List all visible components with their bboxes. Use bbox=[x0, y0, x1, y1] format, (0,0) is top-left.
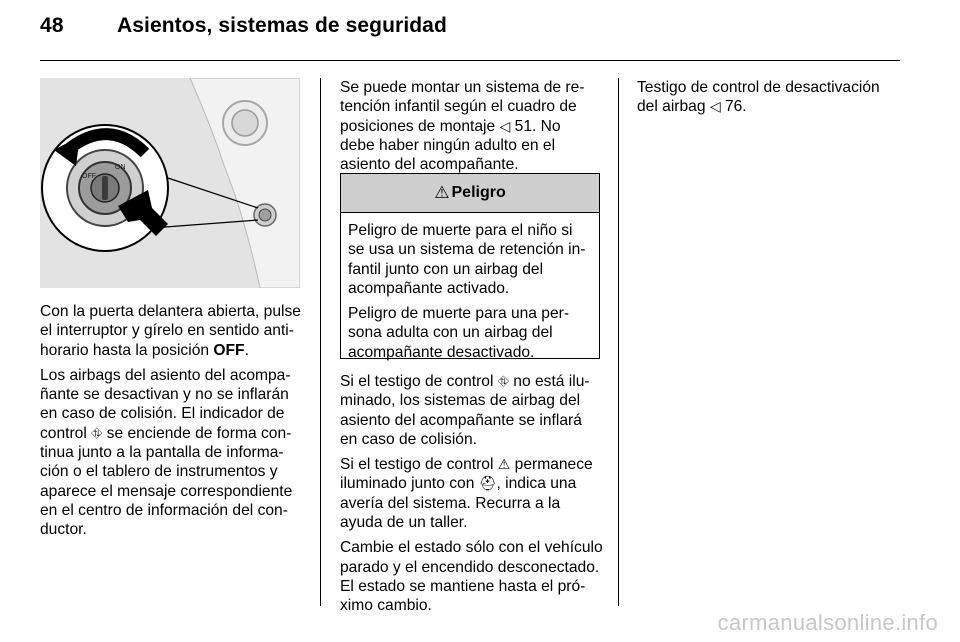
page-reference-link[interactable]: 76. bbox=[724, 98, 747, 116]
off-position-label: OFF bbox=[213, 341, 245, 359]
seatbelt-icon: ⛑ bbox=[478, 475, 497, 492]
airbag-off-icon: ⛗ bbox=[91, 424, 103, 441]
paragraph-airbag-deactivation: Los airbags del asiento del acompa- ñante se desactivan y no se inflarán en caso de colisión. El indicador de control ⛗ se enciende de forma con- tinua junto a la pantalla de informa- ción o el tablero de instrumentos y aparece el mensaje correspondiente en el centro de información del con- ductor. bbox=[40, 366, 293, 539]
page-reference-link[interactable]: 51. No bbox=[514, 117, 561, 135]
column-2 bbox=[340, 78, 608, 180]
page-reference-icon: ◁ bbox=[499, 117, 511, 134]
danger-paragraph-2: Peligro de muerte para una per- sona adulta con un airbag del acompañante desactivado. bbox=[348, 305, 570, 361]
airbag-switch-illustration bbox=[40, 78, 300, 288]
danger-title: Peligro bbox=[451, 184, 506, 201]
paragraph-system-fault: Si el testigo de control ⚠ permanece iluminado junto con ⛑, indica una avería del sistema. Recurra a la ayuda de un taller. bbox=[340, 456, 593, 532]
header-rule bbox=[40, 60, 900, 61]
paragraph-child-restraint: Se puede montar un sistema de re- tención infantil según el cuadro de posiciones de montaje ◁ 51. No debe haber ningún adulto en el asiento del acompañante. bbox=[340, 79, 585, 174]
paragraph-deactivation-indicator: Testigo de control de desactivación del airbag ◁ 76. bbox=[637, 79, 880, 116]
column-1 bbox=[40, 302, 308, 546]
column-3 bbox=[637, 78, 903, 123]
page-number: 48 bbox=[40, 14, 64, 37]
column-2-lower bbox=[340, 372, 608, 622]
danger-paragraph-1: Peligro de muerte para el niño si se usa un sistema de retención in- fantil junto con un airbag del acompañante activado. bbox=[348, 222, 586, 297]
danger-warning-box bbox=[340, 173, 600, 359]
warning-triangle-icon: ⚠ bbox=[434, 183, 450, 202]
danger-body bbox=[341, 213, 599, 362]
page-title: Asientos, sistemas de seguridad bbox=[117, 14, 447, 37]
column-divider-1 bbox=[320, 78, 321, 606]
paragraph-indicator-off: Si el testigo de control ⛗ no está ilu- minado, los sistemas de airbag del asiento del acompañante se inflará en caso de colisión. bbox=[340, 373, 590, 448]
column-divider-2 bbox=[618, 78, 619, 606]
page-reference-icon: ◁ bbox=[709, 98, 721, 115]
danger-header bbox=[341, 174, 599, 213]
airbag-icon: ⚠ bbox=[497, 456, 511, 473]
knob-label-off: OFF bbox=[82, 173, 96, 180]
airbag-off-icon: ⛗ bbox=[497, 373, 509, 389]
watermark: carmanualsonline.info bbox=[717, 610, 938, 635]
knob-label-on: ON bbox=[115, 164, 126, 171]
paragraph-switch-instruction: Con la puerta delantera abierta, pulse el interruptor y gírelo en sentido anti- horario hasta la posición OFF. bbox=[40, 303, 301, 359]
paragraph-change-state: Cambie el estado sólo con el vehículo parado y el encendido desconectado. El estado se mantiene hasta el pró- ximo cambio. bbox=[340, 539, 603, 615]
